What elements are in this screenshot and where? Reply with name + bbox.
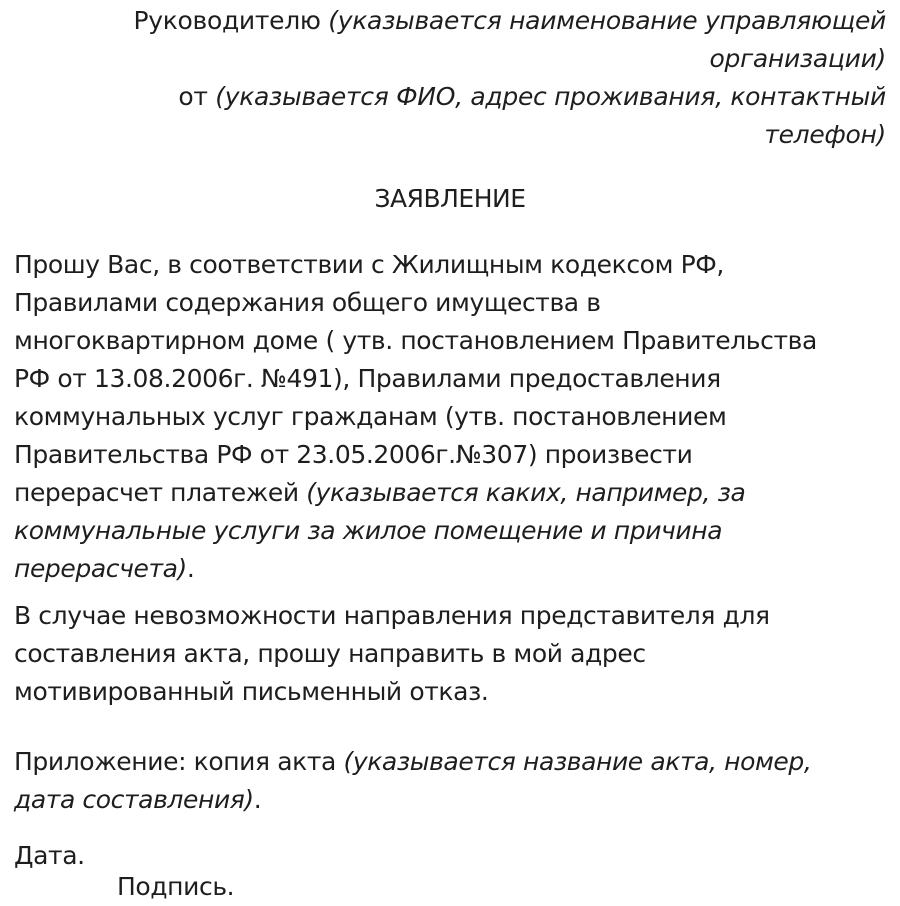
header-from-label: от <box>178 82 216 111</box>
attachment-line-2 <box>14 781 894 819</box>
request-paragraph <box>14 246 894 588</box>
request-line-2: Правилами содержания общего имущества в <box>14 288 601 317</box>
refusal-paragraph <box>14 597 894 711</box>
request-line-9-period: . <box>186 554 195 583</box>
request-line-6: Правительства РФ от 23.05.2006г.№307) произвести <box>14 440 693 469</box>
request-line-7-hint: (указывается каких, например, за <box>306 478 746 507</box>
request-line-5: коммунальных услуг гражданам (утв. постановлением <box>14 402 727 431</box>
signature-label: Подпись. <box>117 872 235 901</box>
header-line-3 <box>66 78 886 116</box>
request-line-7 <box>14 474 894 512</box>
refusal-line-3: мотивированный письменный отказ. <box>14 677 489 706</box>
header-from-hint: (указывается ФИО, адрес проживания, контактный <box>215 82 886 111</box>
attachment-hint-cont: дата составления) <box>14 785 254 814</box>
refusal-line-2: составления акта, прошу направить в мой адрес <box>14 639 646 668</box>
attachment-period: . <box>253 785 262 814</box>
request-line-9-hint: перерасчета) <box>14 554 187 583</box>
header-recipient-hint: (указывается наименование управляющей <box>328 6 886 35</box>
request-line-1: Прошу Вас, в соответствии с Жилищным кодексом РФ, <box>14 250 724 279</box>
recipient-header <box>66 2 886 154</box>
attachment-hint: (указывается название акта, номер, <box>343 747 812 776</box>
header-line-1 <box>66 2 886 40</box>
refusal-line-1: В случае невозможности направления представителя для <box>14 601 770 630</box>
date-label: Дата. <box>14 841 85 870</box>
attachment-label: Приложение: копия акта <box>14 747 344 776</box>
request-line-8: коммунальные услуги за жилое помещение и причина <box>14 516 723 545</box>
header-line-2: организации) <box>709 44 886 73</box>
header-recipient-label: Руководителю <box>133 6 329 35</box>
attachment-paragraph <box>14 743 894 819</box>
attachment-line-1 <box>14 743 894 781</box>
request-line-4: РФ от 13.08.2006г. №491), Правилами предоставления <box>14 364 721 393</box>
header-line-4: телефон) <box>764 120 886 149</box>
document-title: ЗАЯВЛЕНИЕ <box>374 184 526 213</box>
request-line-7-text: перерасчет платежей <box>14 478 307 507</box>
request-line-9 <box>14 550 894 588</box>
request-line-3: многоквартирном доме ( утв. постановлением Правительства <box>14 326 817 355</box>
